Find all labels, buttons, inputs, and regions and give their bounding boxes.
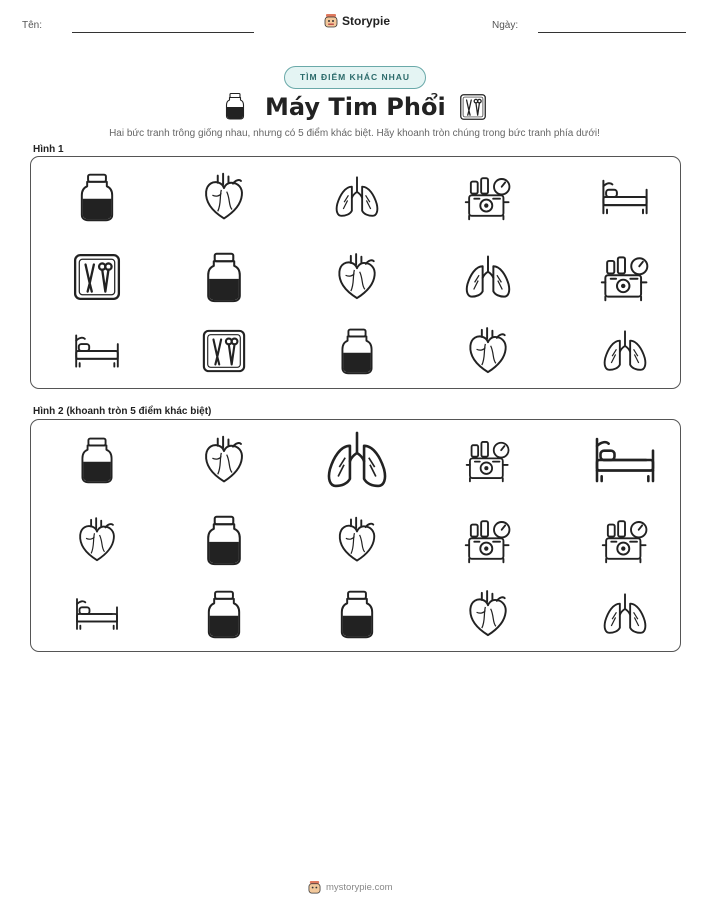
heart-lung-machine-icon[interactable] [465, 435, 511, 485]
instructions: Hai bức tranh trông giống nhau, nhưng có 5 điểm khác biệt. Hãy khoanh tròn chúng trong bức tranh phía dưới! [109, 128, 600, 139]
picture-2-label: Hình 2 (khoanh tròn 5 điểm khác biệt) [33, 406, 212, 417]
date-line[interactable] [538, 32, 686, 33]
picture-1-panel[interactable] [30, 156, 681, 389]
heart-icon[interactable] [466, 326, 510, 376]
footer-mascot-icon [308, 880, 321, 895]
heart-lung-machine-icon[interactable] [600, 252, 650, 302]
brand-name: Storypie [342, 14, 391, 28]
heart-lung-machine-icon[interactable] [464, 516, 512, 564]
heart-icon[interactable] [334, 516, 380, 564]
lungs-icon[interactable] [324, 428, 390, 492]
page-title: Máy Tim Phổi [265, 93, 446, 121]
vial-icon[interactable] [204, 251, 244, 303]
vial-icon[interactable] [337, 589, 377, 639]
heart-icon[interactable] [76, 516, 118, 564]
name-line[interactable] [72, 32, 254, 33]
title-surgical-tools-icon [459, 93, 487, 121]
picture-2-panel[interactable] [30, 419, 681, 652]
heart-icon[interactable] [201, 435, 247, 485]
heart-icon[interactable] [335, 252, 379, 302]
hospital-bed-icon[interactable] [72, 592, 122, 636]
vial-icon[interactable] [204, 589, 244, 639]
picture-1-label: Hình 1 [33, 144, 64, 155]
lungs-icon[interactable] [463, 253, 513, 301]
heart-lung-machine-icon[interactable] [464, 173, 512, 221]
footer-url: mystorypie.com [326, 882, 393, 893]
vial-icon[interactable] [204, 514, 244, 566]
storypie-mascot-icon [324, 13, 338, 29]
lungs-icon[interactable] [601, 327, 649, 375]
name-label: Tên: [22, 20, 43, 31]
hospital-bed-icon[interactable] [590, 431, 660, 489]
heart-icon[interactable] [201, 172, 247, 222]
footer [308, 880, 393, 895]
lungs-icon[interactable] [601, 590, 649, 638]
hospital-bed-icon[interactable] [598, 177, 652, 217]
heart-icon[interactable] [466, 589, 510, 639]
vial-icon[interactable] [74, 172, 120, 222]
activity-badge: TÌM ĐIỂM KHÁC NHAU [284, 66, 426, 89]
heart-lung-machine-icon[interactable] [601, 516, 649, 564]
surgical-tools-icon[interactable] [72, 252, 122, 302]
title-vial-icon [225, 92, 245, 122]
vial-icon[interactable] [77, 436, 117, 484]
surgical-tools-icon[interactable] [201, 328, 247, 374]
vial-icon[interactable] [337, 327, 377, 375]
lungs-icon[interactable] [333, 173, 381, 221]
brand-logo [324, 13, 390, 29]
hospital-bed-icon[interactable] [71, 330, 123, 372]
date-label: Ngày: [492, 20, 519, 31]
